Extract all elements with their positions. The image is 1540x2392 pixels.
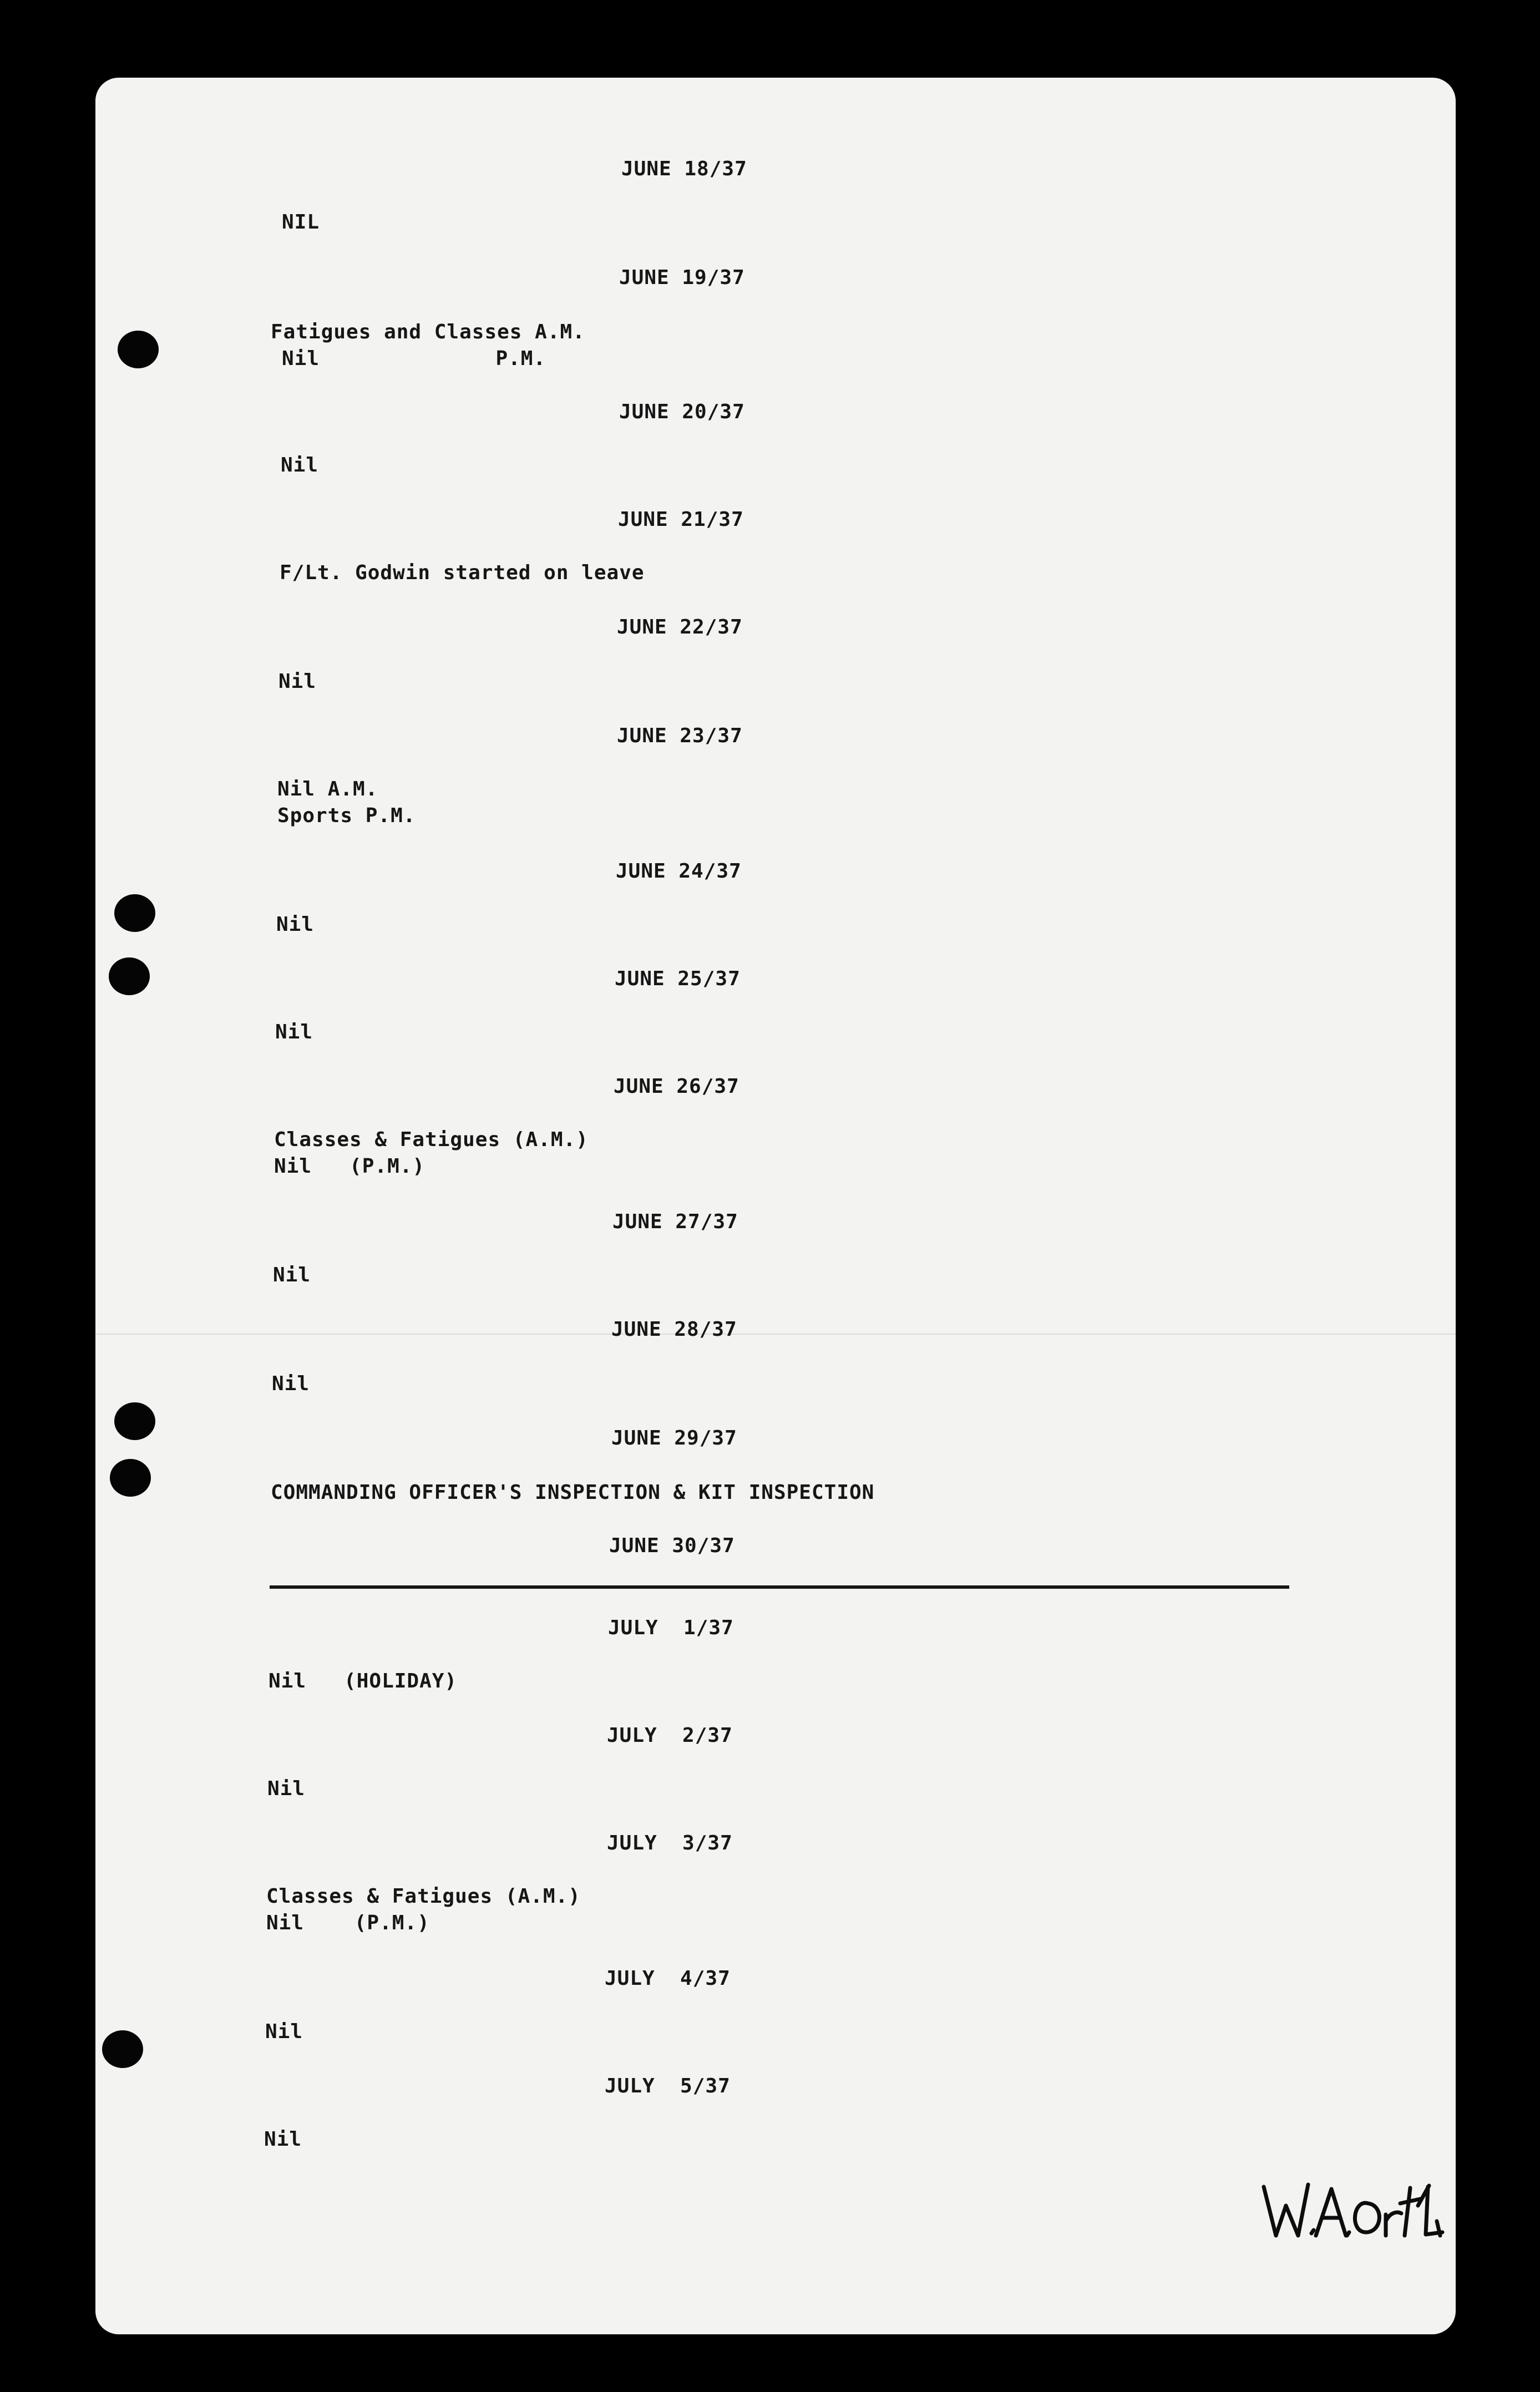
entry-date: JULY 1/37: [608, 1616, 734, 1639]
entry-date: JULY 3/37: [607, 1832, 733, 1854]
entry-text: Classes & Fatigues (A.M.): [266, 1885, 581, 1908]
entry-text: Classes & Fatigues (A.M.): [274, 1128, 589, 1151]
entry-text: COMMANDING OFFICER'S INSPECTION & KIT INSPECTION: [271, 1481, 875, 1504]
entry-date: JUNE 25/37: [615, 967, 741, 990]
entry-text: Nil: [281, 454, 319, 477]
entry-text: Nil (HOLIDAY): [269, 1670, 458, 1692]
entry-date: JUNE 27/37: [612, 1210, 738, 1233]
entry-text: Nil A.M.: [277, 778, 378, 800]
entry-date: JUNE 29/37: [611, 1427, 737, 1450]
entry-text: Nil: [275, 1021, 313, 1043]
entry-text: Nil: [278, 670, 317, 693]
punch-hole: [114, 1402, 155, 1440]
punch-hole: [114, 894, 155, 932]
entry-text: Nil: [265, 2020, 303, 2043]
entry-text: Sports P.M.: [277, 804, 416, 827]
entry-text: Nil: [267, 1777, 306, 1800]
entry-date: JUNE 24/37: [616, 860, 742, 883]
entry-date: JUNE 20/37: [619, 401, 745, 423]
document-page: [95, 78, 1456, 2334]
entry-date: JULY 5/37: [605, 2075, 731, 2097]
entry-date: JUNE 28/37: [611, 1318, 737, 1341]
entry-date: JUNE 18/37: [621, 158, 747, 180]
entry-text: Fatigues and Classes A.M.: [271, 321, 585, 343]
entry-text: Nil: [264, 2128, 302, 2151]
entry-date: JUNE 21/37: [618, 508, 744, 531]
entry-text: Nil (P.M.): [266, 1912, 430, 1934]
entry-date: JULY 2/37: [607, 1724, 733, 1747]
entry-text: Nil: [272, 1372, 310, 1395]
punch-hole: [102, 2030, 143, 2068]
horizontal-rule: [270, 1585, 1289, 1589]
entry-date: JUNE 26/37: [614, 1075, 739, 1098]
entry-date: JUNE 23/37: [617, 724, 743, 747]
entry-text: Nil: [273, 1264, 311, 1286]
punch-hole: [109, 957, 150, 995]
punch-hole: [118, 331, 159, 368]
entry-date: JUNE 22/37: [617, 616, 743, 638]
entry-date: JUNE 19/37: [619, 266, 745, 289]
entry-text: Nil P.M.: [282, 347, 546, 370]
entry-text: Nil (P.M.): [274, 1155, 425, 1178]
entry-date: JULY 4/37: [605, 1967, 731, 1990]
page-fold-line: [95, 1334, 1456, 1335]
signature: [1254, 2152, 1453, 2252]
entry-text: NIL: [282, 211, 320, 234]
punch-hole: [110, 1459, 151, 1497]
entry-text: F/Lt. Godwin started on leave: [280, 561, 645, 584]
entry-date: JUNE 30/37: [609, 1534, 735, 1557]
entry-text: Nil: [276, 913, 315, 936]
